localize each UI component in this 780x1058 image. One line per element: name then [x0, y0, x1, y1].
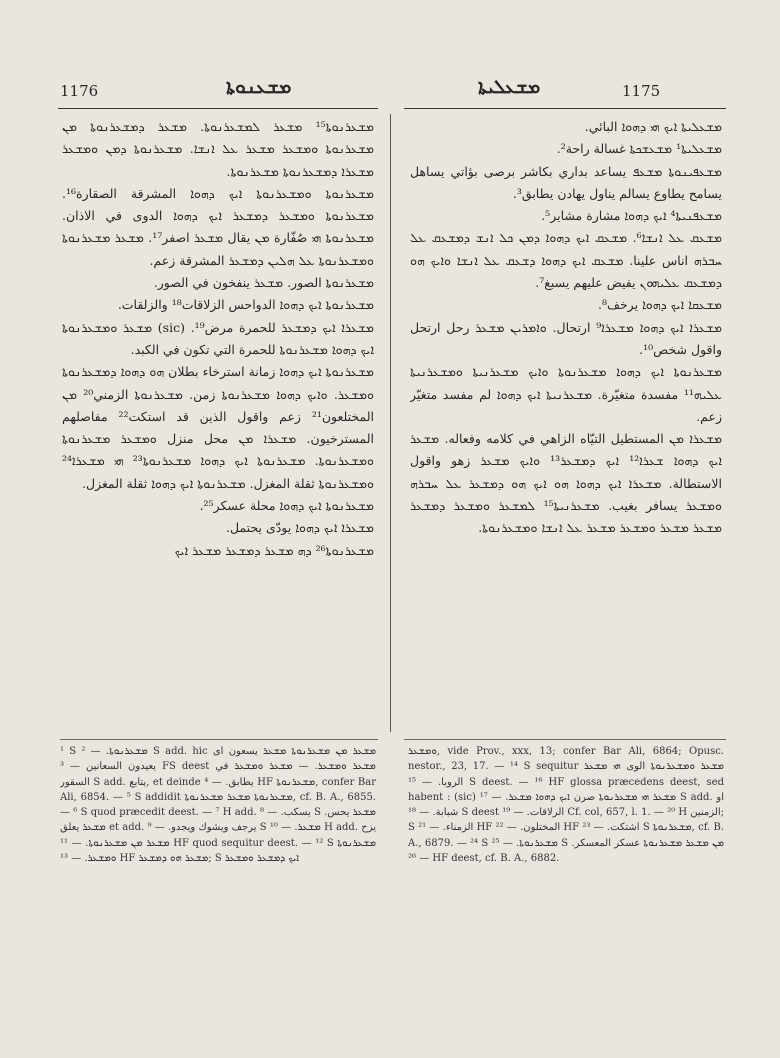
- footnote-text: ¹ S ܡܫܥܪܢܘܬܐ. — ² S add. hic ܡܫܥܪ ܡܢ ܡܫܥܪܢܘܬܐ ܡܫܥܪ يسعون اى يعيدون السعانين — ³ FS deest ܡܫܥܪ ܘܡܫܥܪ. — ܡܫܥܪ ܘܡܫܥܪ في السقور S add. يتابع, et deinde يطابق. — ⁴ HF ܡܫܥܪܢܘܬܐ, confer Bar Ali, 6854. — ⁵ S addidit ܡܫܥܪܢܘܬܐ ܡܫܥܪ ܡܫܥܪܢܘܬܐ, cf. B. A., 6855. — ⁶ S quod præcedit deest. — ⁷ H add. يسكب. — ⁸ S ܡܫܥܪ يحس. ܡܫܥܪ يعلق et add. يرجف ويشوك ويجدو. — ⁹ S ܡܫܥܪ. — ¹⁰ H add. يزح ܡܫܥܪ ܡܢ ܡܫܥܪܢܘܬܐ. — ¹¹ HF quod sequitur deest. — ¹² S ܡܫܥܪܢܘܬܐ ܘܡܫܥܪ. — ¹³ HF ܡܫܥܪ ܗܘ ܕܡܫܥܪ; S ܐܝܟ ܕܡܫܥܪ ܘܡܫܥܪ: [60, 746, 376, 865]
- right-footnotes: [408, 744, 724, 940]
- entry: ܡܫܥܪܢܘܬܐ ܐܝܟ ܕܗܘܐ زمانة استرخاء بطلان ܗܘ ܕܗܘܐ ܕܡܫܥܪܢܘܬܐ ܘܡܫܥܪ. ܘܐܝܟ ܕܗܘܐ ܡܫܥܪܢܘܬܐ زمن. ܡܫܥܪܢܘܬܐ الزمني²⁰ ܡܢ المختلعون²¹ زعم واقول الذين قد استكت²² مفاصلهم المسترخيون. ܡܫܥܪܐ ܡܢ محل منزل ܘܡܫܥܪ ܡܫܥܪܢܘܬܐ ܘܡܫܥܪܢܘܬܐ. ܡܫܥܪܢܘܬܐ ܐܝܟ ܕܗܘܐ ܡܫܥܪܢܘܬܐ²³ ܗܝ ܡܫܥܪܐ²⁴ ܘܡܫܥܪܢܘܬܐ ثقلة المغزل. ܡܫܥܪܢܘܬܐ ܐܝܟ ܕܗܘܐ ثقلة المغزل.: [62, 364, 374, 491]
- entry: ܡܫܥܪܢܘܬܐ ܐܝܟ ܕܗܘܐ محلة عسكر²⁵.: [199, 498, 374, 514]
- entry: ܡܫܥܪܢܘܬܐ ܐܝܟ ܕܗܘܐ ܡܫܥܪܢܘܬܐ ܘܐܝܟ ܡܫܥܪܢܝܬܐ ܘܡܫܥܪܢܝܬܐ ܥܠܝܗ¹¹ مفسدة متغيّرة. ܡܫܥܪܢܝܬܐ ܐܝܟ ܕܗܘܐ لم مفسد متغيّر زعم.: [410, 364, 722, 424]
- entry: ܡܫܥܪܐ ܡܢ المستطيل التيّاه الزاهي في كلامه وفعاله. ܡܫܥܪ ܐܝܟ ܕܗܘܐ ܫܥܪܐ¹² ܐܝܟ ܕܡܫܥܪ¹³ ܘܐܝܟ ܡܫܥܪ زهو واقول الاستطالة. ܡܫܥܪܐ ܐܝܟ ܕܗܘܐ ܗܘ ܐܝܟ ܗܘ ܕܡܫܥܪ ܥܠ ܚܒܪܗ ܘܡܫܥܪ يسافر بغيب. ܡܫܥܪܢܝܬܐ¹⁵ ܠܡܫܥܪ ܘܡܫܥܪ ܕܡܫܥܪ ܡܫܥܪ ܡܫܥܪ ܘܡܫܥܪ ܡܫܥܪ ܥܠ ܐܢܫܐ ܘܡܫܥܪܢܘܬܐ.: [410, 431, 722, 536]
- right-column-text: [410, 116, 722, 736]
- entry: ܡܫܥܪܐ ܐܝܟ ܕܗܘܐ يودّى يحتمل.: [226, 520, 374, 536]
- entry: ܡܫܥܪܢܘܬܐ ܐܝܟ ܕܗܘܐ الدواحس الزلاقات¹⁸ والزلقات.: [117, 297, 374, 313]
- entry: ܡܫܥܪܢܘܬܐ الصور. ܡܫܥܪ ينفخون في الصور.: [153, 275, 374, 291]
- entry: ܡܫܥܪܐ ܐܝܟ ܕܡܫܥܪ للحمرة مرض¹⁹. (sic) ܡܫܥܪ ܘܡܫܥܪܢܘܬܐ ܐܝܟ ܕܗܘܐ ܡܫܥܪܢܘܬܐ للحمرة التي تكون في الكبد.: [62, 319, 374, 357]
- entry: ܡܫܥܪܢܘܬܐ ܘܡܫܥܪܢܘܬܐ ܐܝܟ ܕܗܘܐ المشرقة الصقارة¹⁶. ܡܫܥܪܢܘܬܐ ܘܡܫܥܪ ܕܡܫܥܪ ܐܝܟ ܕܗܘܐ الدوى في الاذان. ܡܫܥܪܢܘܬܐ ܗܝ صُفّارة ܡܢ يقال ܡܫܥܪ اصفر¹⁷. ܡܫܥܪ ܡܫܥܪܢܘܬܐ ܘܡܫܥܪܢܘܬܐ ܥܠ ܗܠܝܢ ܕܡܫܥܪ المشرقة زعم.: [62, 185, 374, 268]
- entry: ܡܫܥܩ ܥܠ ܐܢܫܐ⁶. ܡܫܥܩ ܐܝܟ ܕܗܘܐ ܕܡܢ ܟܠ ܐܢܫ ܕܡܫܥܩ ܥܠ ܚܒܪܗ اناس علينا. ܡܫܥܩ ܐܝܟ ܕܗܘܐ ܕܫܥܩ ܥܠ ܐܢܫܐ ܘܐܝܟ ܗܘ ܕܡܫܥܩ ܥܠܝܗܘܢ يفيض عليهم يسبغ⁷.: [410, 230, 722, 291]
- left-page-number: 1176: [60, 82, 99, 100]
- header-rule-right: [404, 108, 726, 109]
- footnote-text: ܘܡܫܥܪ, vide Prov., xxx, 13; confer Bar Ali, 6864; Opusc. nestor., 23, 17. — ¹⁴ S sequitur ܡܫܥܪ ܘܡܫܥܪܢܘܬܐ الوى ܗܝ ܡܫܥܪ الروبا. — ¹⁵ S deest. — ¹⁶ HF glossa præcedens deest, sed habent : (sic) ܡܫܥܪ ܗܝ ܡܫܥܪܢܘܬܐ صرن ܐܝܟ ܕܗܘܐ ܡܫܥܪ. — ¹⁷ S add. او شبابة. — ¹⁸ S deest الرلاقات. — ¹⁹ Cf. col, 657, l. 1. — ²⁰ H الزمنين; S الزمناء. — ²¹ HF المختلون. — ²² HF اشتكت. — ²³ S ܡܫܥܪܢܘܬܐ, cf. B. A., 6879. — ²⁴ S ܡܫܥܪܢܘܬܐ. — ²⁵ S ܡܢ ܡܫܥܪ ܡܫܥܪܢܘܬܐ عسكر المعسكر. — ²⁶ HF deest, cf. B. A., 6882.: [408, 746, 724, 865]
- column-divider: [390, 114, 391, 732]
- footnote-rule-right: [404, 739, 726, 740]
- entry: ܡܫܥܪܐ ܐܝܟ ܕܗܘܐ ܡܫܥܪܐ⁹ ارتحال. ܘܐܡܪܝܢ ܡܫܥܪ رحل ارتحل واقول شخص¹⁰.: [410, 319, 722, 357]
- left-column-text: [62, 116, 374, 736]
- header-rule-left: [58, 108, 378, 109]
- entry: ܡܫܥܠܝܬܐ¹ ܡܫܥܫܟܬܐ غسالة راحة².: [556, 141, 722, 157]
- footnote-rule-left: [60, 739, 378, 740]
- left-running-title: ܡܫܥܢܘܬܐ: [226, 76, 292, 98]
- right-page-number: 1175: [622, 82, 661, 100]
- entry: ܡܫܥܠܝܬܐ ܐܝܟ ܗܝ ܕܗܘܐ البائي.: [584, 119, 722, 134]
- right-running-title: ܡܫܥܠܝܬܐ: [478, 76, 541, 98]
- entry: ܡܫܥܪܢܘܬܐ¹⁵ ܡܫܥܪ ܠܡܫܥܪܢܘܬܐ. ܡܫܥܪ ܕܡܫܥܪܢܘܬܐ ܡܢ ܡܫܥܪܢܘܬܐ ܘܡܫܥܪ ܡܫܥܪ ܥܠ ܐܢܫܐ. ܡܫܥܪܢܘܬܐ ܕܡܢ ܘܡܫܥܪ ܡܫܥܪܐ ܕܡܫܥܪܢܘܬܐ ܡܫܥܪܢܘܬܐ.: [62, 119, 374, 179]
- entry: ܡܫܥܩܐ ܐܝܟ ܕܗܘܐ يرخف⁸.: [598, 297, 722, 313]
- entry: ܡܫܥܪܢܘܬܐ²⁶ ܕܗ ܡܫܥܪ ܕܡܫܥܪ ܡܫܥܪ ܐܝܟ: [174, 542, 374, 558]
- left-footnotes: [60, 744, 376, 940]
- entry: ܡܫܥܦܢܝܬܐ⁴ ܐܝܟ ܕܗܘܐ مشارة مشاير⁵.: [541, 208, 722, 224]
- entry: ܡܫܥܦܝܢܘܬܐ ܡܫܥܦ يساعد بداري بكاشر برصى بؤاتي يساهل يسامح يطاوع يسالم يناول يهادن يطابق³.: [410, 163, 722, 201]
